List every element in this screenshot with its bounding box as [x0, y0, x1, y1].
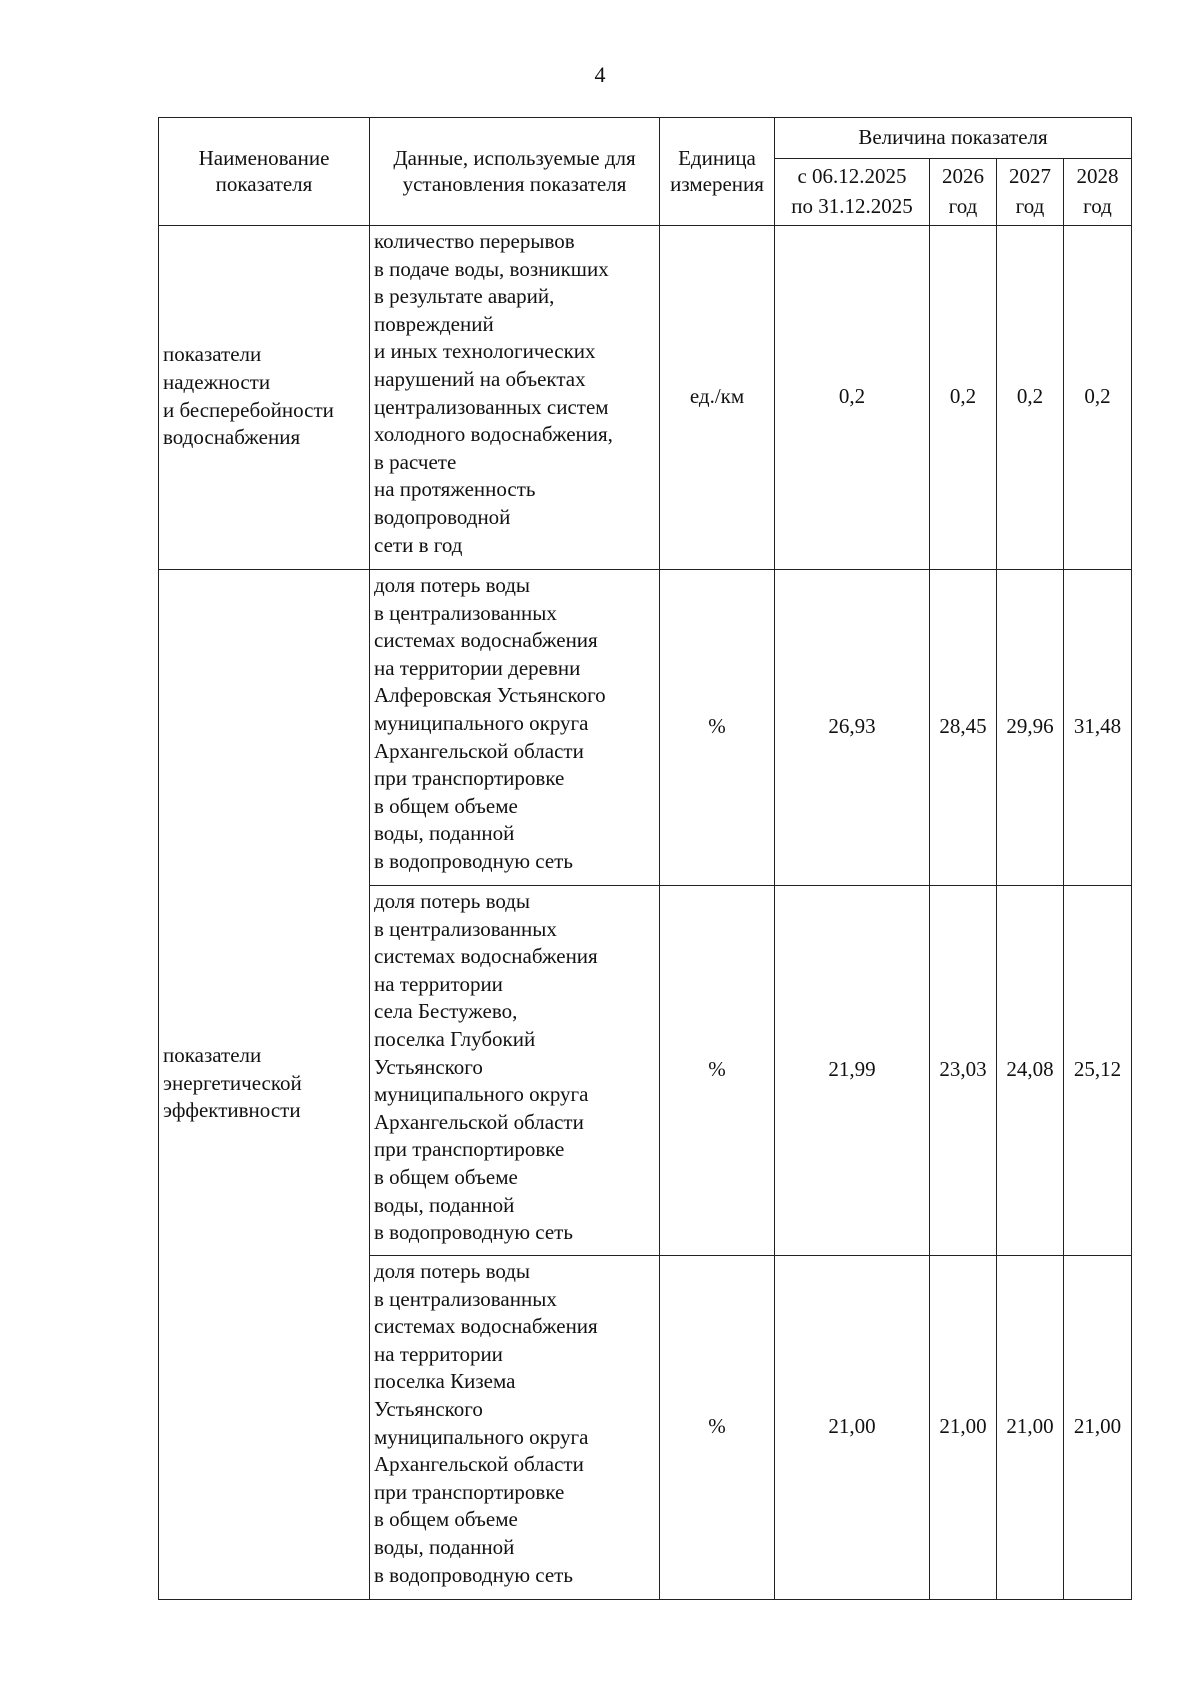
row-value-2027: 29,96 — [997, 570, 1064, 886]
row-value-2026: 28,45 — [930, 570, 997, 886]
group-name-reliability: показатели надежности и бесперебойности водоснабжения — [159, 226, 370, 570]
header-period-2025: с 06.12.2025 по 31.12.2025 — [775, 159, 930, 226]
row-value-2028: 31,48 — [1064, 570, 1132, 886]
row-value-2027: 0,2 — [997, 226, 1064, 570]
row-value-2027: 21,00 — [997, 1256, 1064, 1600]
header-unit: Единица измерения — [660, 118, 775, 226]
row-value-2028: 25,12 — [1064, 886, 1132, 1256]
row-value-period-2025: 21,00 — [775, 1256, 930, 1600]
indicators-table — [158, 117, 1132, 1600]
row-unit: % — [660, 570, 775, 886]
header-source-data: Данные, используемые для установления показателя — [370, 118, 660, 226]
header-year-2028: 2028 год — [1064, 159, 1132, 226]
group-name-energy-efficiency: показатели энергетической эффективности — [159, 570, 370, 1600]
row-unit: % — [660, 886, 775, 1256]
row-value-2026: 21,00 — [930, 1256, 997, 1600]
row-unit: % — [660, 1256, 775, 1600]
page-number: 4 — [594, 62, 606, 87]
row-value-2026: 0,2 — [930, 226, 997, 570]
table-row — [159, 226, 1132, 570]
row-source-data: количество перерывов в подаче воды, возникших в результате аварий, повреждений и иных технологических нарушений на объектах централизованных систем холодного водоснабжения, в расчете на протяженность водопроводной сети в год — [370, 226, 660, 570]
header-year-2026: 2026 год — [930, 159, 997, 226]
header-indicator-name: Наименование показателя — [159, 118, 370, 226]
row-value-period-2025: 21,99 — [775, 886, 930, 1256]
header-year-2027: 2027 год — [997, 159, 1064, 226]
header-row-1 — [159, 118, 1132, 159]
row-source-data: доля потерь воды в централизованных системах водоснабжения на территории поселка Кизема Устьянского муниципального округа Архангельской области при транспортировке в общем объеме воды, поданной в водопроводную сеть — [370, 1256, 660, 1600]
row-source-data: доля потерь воды в централизованных системах водоснабжения на территории села Бестужево, поселка Глубокий Устьянского муниципального округа Архангельской области при транспортировке в общем объеме воды, поданной в водопроводную сеть — [370, 886, 660, 1256]
table-row — [159, 570, 1132, 886]
row-unit: ед./км — [660, 226, 775, 570]
header-indicator-value: Величина показателя — [775, 118, 1132, 159]
row-value-2028: 0,2 — [1064, 226, 1132, 570]
row-value-2027: 24,08 — [997, 886, 1064, 1256]
row-source-data: доля потерь воды в централизованных системах водоснабжения на территории деревни Алферовская Устьянского муниципального округа Архангельской области при транспортировке в общем объеме воды, поданной в водопроводную сеть — [370, 570, 660, 886]
row-value-period-2025: 26,93 — [775, 570, 930, 886]
row-value-2028: 21,00 — [1064, 1256, 1132, 1600]
row-value-period-2025: 0,2 — [775, 226, 930, 570]
row-value-2026: 23,03 — [930, 886, 997, 1256]
